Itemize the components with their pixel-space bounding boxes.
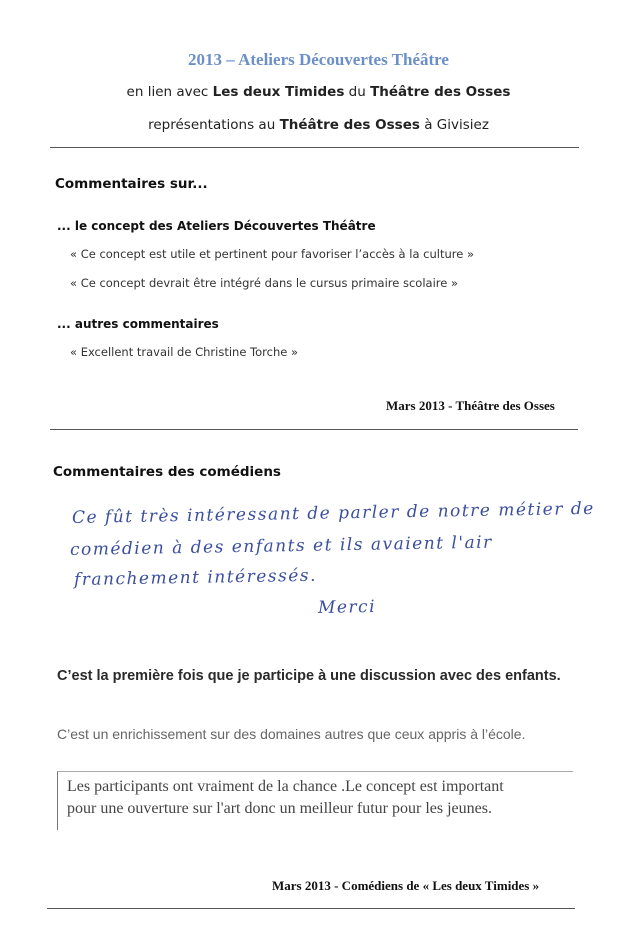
partner-middle: du	[344, 84, 371, 100]
partner-theatre: Théâtre des Osses	[370, 84, 511, 100]
other-heading: ... autres commentaires	[57, 317, 219, 331]
handwritten-signature: Merci	[317, 596, 377, 618]
header-divider	[50, 147, 579, 148]
venue-prefix: représentations au	[148, 117, 280, 133]
section1-divider	[50, 429, 578, 430]
boxed-comment-line-2: pour une ouverture sur l'art donc un meilleur futur pour les jeunes.	[67, 800, 492, 817]
venue-suffix: à Givisiez	[419, 117, 489, 133]
comment-light: C’est un enrichissement sur des domaines autres que ceux appris à l’école.	[57, 726, 526, 742]
section2-signature: Mars 2013 - Comédiens de « Les deux Timides »	[272, 878, 540, 893]
partner-prefix: en lien avec	[126, 84, 213, 100]
boxed-comment	[57, 771, 573, 830]
handwritten-line-3: franchement intéressés.	[73, 565, 318, 590]
concept-quote-2: « Ce concept devrait être intégré dans le cursus primaire scolaire »	[70, 276, 459, 290]
handwritten-line-2: comédien à des enfants et ils avaient l'air	[69, 532, 493, 560]
section2-heading: Commentaires des comédiens	[53, 464, 281, 480]
section1-signature: Mars 2013 - Théâtre des Osses	[386, 398, 555, 413]
section1-heading: Commentaires sur...	[55, 176, 208, 192]
document-title: 2013 – Ateliers Découvertes Théâtre	[188, 50, 449, 69]
venue-line	[0, 117, 637, 133]
boxed-comment-line-1: Les participants ont vraiment de la chance .Le concept est important	[67, 778, 504, 795]
handwritten-line-1: Ce fût très intéressant de parler de notre métier de	[71, 498, 595, 528]
footer-divider	[47, 908, 575, 909]
partner-company: Les deux Timides	[212, 84, 345, 100]
other-quote-1: « Excellent travail de Christine Torche »	[70, 345, 299, 359]
comment-bold: C’est la première fois que je participe à une discussion avec des enfants.	[57, 668, 561, 684]
concept-heading: ... le concept des Ateliers Découvertes Théâtre	[57, 219, 376, 233]
venue-theatre: Théâtre des Osses	[279, 117, 420, 133]
partner-line	[0, 84, 637, 100]
concept-quote-1: « Ce concept est utile et pertinent pour favoriser l’accès à la culture »	[70, 247, 475, 261]
